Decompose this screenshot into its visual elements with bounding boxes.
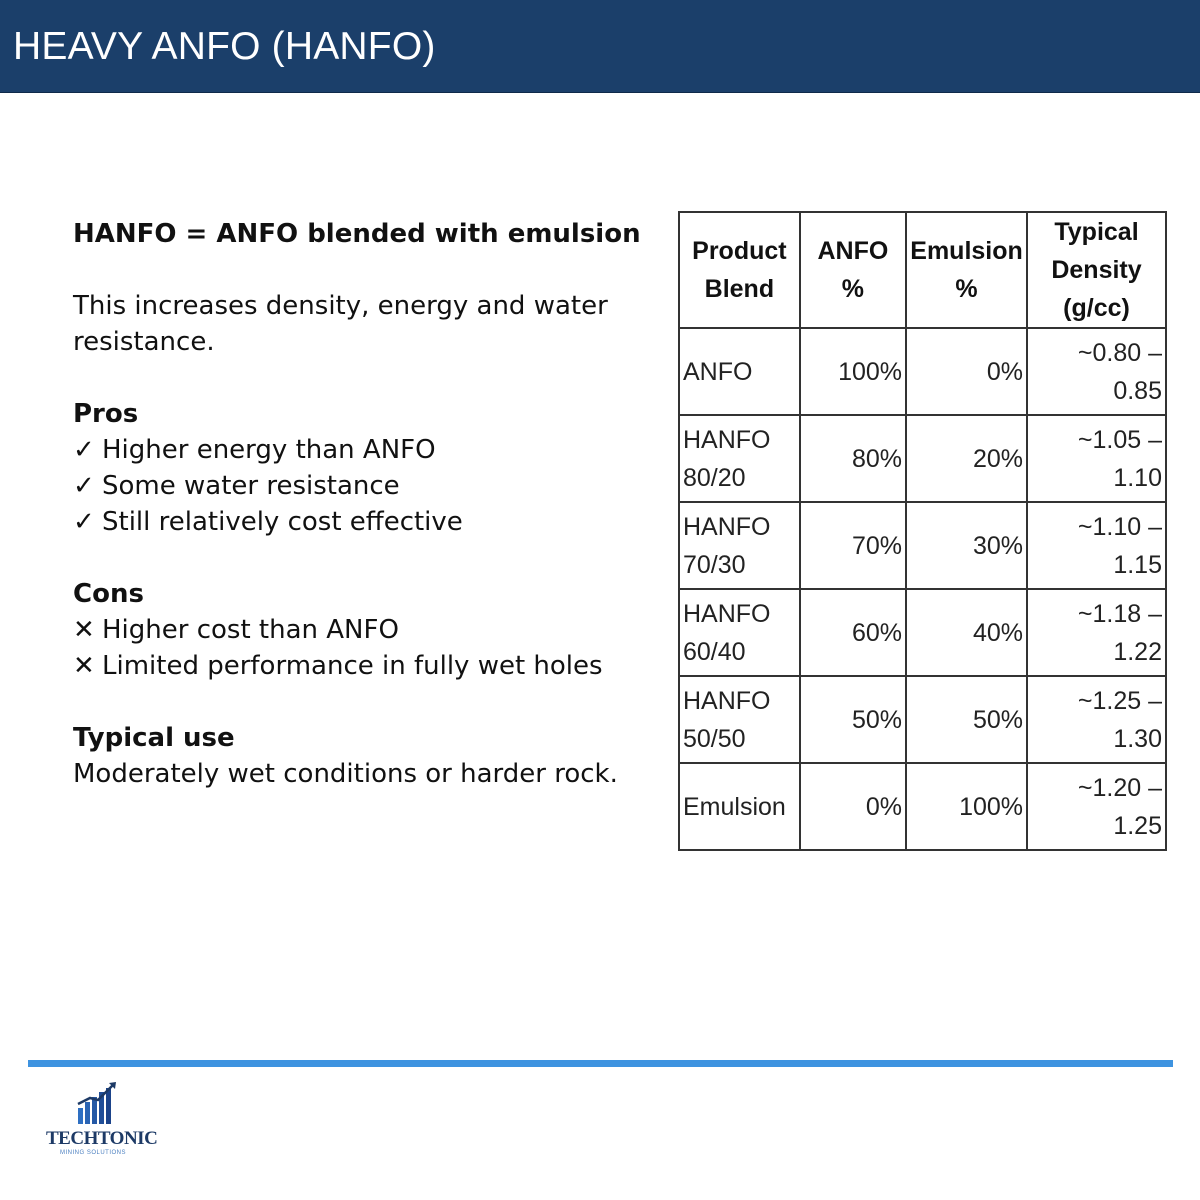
cell-anfo: 60% (800, 589, 906, 676)
pros-item-text: Still relatively cost effective (102, 507, 463, 537)
pros-section (73, 396, 653, 540)
page-title: HEAVY ANFO (HANFO) (13, 25, 436, 68)
pros-item-text: Higher energy than ANFO (102, 435, 436, 465)
cell-density: ~1.18 – 1.22 (1027, 589, 1166, 676)
header-density-line1: Typical (1054, 218, 1139, 246)
cell-product (679, 502, 800, 589)
cons-item (73, 648, 653, 684)
typical-use-section (73, 720, 653, 792)
cell-emulsion: 30% (906, 502, 1027, 589)
cell-product (679, 328, 800, 415)
lead-statement: HANFO = ANFO blended with emulsion (73, 219, 641, 249)
table-header-row (679, 212, 1166, 328)
cell-emulsion: 20% (906, 415, 1027, 502)
cell-product (679, 676, 800, 763)
product-line1: HANFO (683, 512, 771, 541)
cons-item-text: Higher cost than ANFO (102, 615, 399, 645)
check-icon: ✓ (73, 435, 95, 465)
typical-use-heading: Typical use (73, 723, 235, 753)
cons-item (73, 612, 653, 648)
product-line2: 60/40 (683, 637, 746, 666)
table-row (679, 328, 1166, 415)
techtonic-logo (46, 1080, 156, 1160)
table-row (679, 763, 1166, 850)
cell-density: ~1.20 – 1.25 (1027, 763, 1166, 850)
header-anfo-percent: ANFO % (800, 212, 906, 328)
cell-density: ~1.05 – 1.10 (1027, 415, 1166, 502)
pros-item (73, 468, 653, 504)
header-product-line2: Blend (704, 275, 775, 303)
content-column (73, 216, 653, 792)
header-product-line1: Product (692, 237, 787, 265)
cell-density: ~1.10 – 1.15 (1027, 502, 1166, 589)
table-row (679, 589, 1166, 676)
pros-item (73, 504, 653, 540)
header-product-blend (679, 212, 800, 328)
product-line1: ANFO (683, 357, 753, 386)
product-line1: HANFO (683, 686, 771, 715)
pros-heading: Pros (73, 399, 139, 429)
header-typical-density (1027, 212, 1166, 328)
cons-item-text: Limited performance in fully wet holes (102, 651, 603, 681)
cons-section (73, 576, 653, 684)
product-line2: 80/20 (683, 463, 746, 492)
check-icon: ✓ (73, 471, 95, 501)
header-emulsion-line1: Emulsion (910, 237, 1023, 265)
cross-icon: ✕ (73, 651, 95, 681)
header-emulsion-percent (906, 212, 1027, 328)
table-row (679, 676, 1166, 763)
logo-name: TECHTONIC (46, 1128, 158, 1149)
typical-use-text: Moderately wet conditions or harder rock. (73, 759, 618, 789)
cell-density: ~1.25 – 1.30 (1027, 676, 1166, 763)
cell-density: ~0.80 – 0.85 (1027, 328, 1166, 415)
building-chart-icon (76, 1080, 122, 1124)
cell-product (679, 589, 800, 676)
product-line2: 50/50 (683, 724, 746, 753)
header-density-line3: (g/cc) (1063, 294, 1130, 322)
title-bar (0, 0, 1200, 93)
cell-anfo: 0% (800, 763, 906, 850)
cross-icon: ✕ (73, 615, 95, 645)
cell-anfo: 70% (800, 502, 906, 589)
footer-divider (28, 1060, 1173, 1067)
logo-tagline: MINING SOLUTIONS (60, 1150, 127, 1156)
blend-table (678, 211, 1167, 851)
check-icon: ✓ (73, 507, 95, 537)
table-row (679, 502, 1166, 589)
pros-item-text: Some water resistance (102, 471, 400, 501)
product-line1: Emulsion (683, 792, 786, 821)
cell-emulsion: 100% (906, 763, 1027, 850)
header-density-line2: Density (1051, 256, 1142, 284)
pros-item (73, 432, 653, 468)
cell-emulsion: 0% (906, 328, 1027, 415)
cell-anfo: 80% (800, 415, 906, 502)
cell-product (679, 763, 800, 850)
description-text: This increases density, energy and water resistance. (73, 291, 608, 357)
cons-heading: Cons (73, 579, 144, 609)
product-line1: HANFO (683, 425, 771, 454)
cell-anfo: 50% (800, 676, 906, 763)
product-line2: 70/30 (683, 550, 746, 579)
cell-emulsion: 50% (906, 676, 1027, 763)
cell-product (679, 415, 800, 502)
product-line1: HANFO (683, 599, 771, 628)
header-emulsion-line2: % (955, 275, 978, 303)
table-row (679, 415, 1166, 502)
cell-anfo: 100% (800, 328, 906, 415)
cell-emulsion: 40% (906, 589, 1027, 676)
